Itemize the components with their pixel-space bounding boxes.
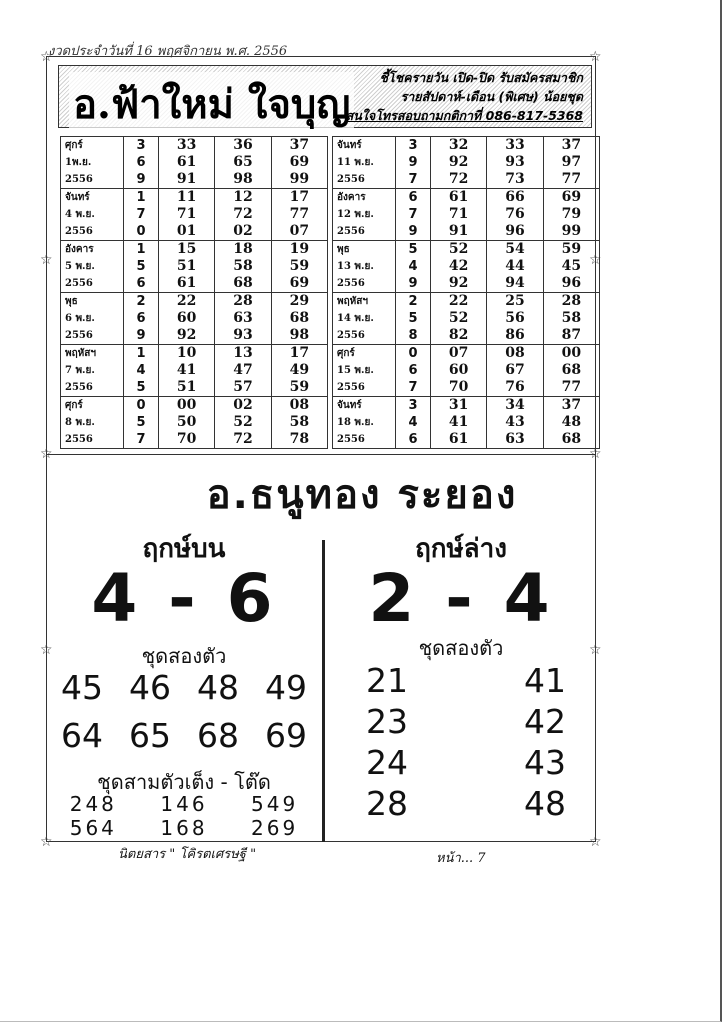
number-cell: 69 — [271, 275, 327, 293]
number-cell: 98 — [271, 327, 327, 345]
banner-line-1: ชี้โชครายวัน เปิด-ปิด รับสมัครสมาชิก — [379, 70, 583, 85]
two-digit-number: 42 — [524, 702, 566, 741]
number-cell: 61 — [159, 154, 215, 171]
corner-star-icon: ☆ — [589, 252, 602, 268]
corner-star-icon: ☆ — [40, 642, 53, 658]
number-cell: 59 — [271, 258, 327, 275]
table-row — [61, 241, 328, 259]
table-row — [333, 258, 600, 275]
table-row — [333, 397, 600, 415]
number-cell: 58 — [271, 414, 327, 431]
table-row — [61, 327, 328, 345]
two-digit-number: 46 — [129, 668, 171, 707]
corner-star-icon: ☆ — [589, 642, 602, 658]
row-label: จันทร์ — [333, 397, 396, 415]
table-row — [61, 362, 328, 379]
digit-cell: 8 — [396, 327, 431, 345]
row-label: พุธ — [333, 241, 396, 259]
number-cell: 72 — [215, 206, 271, 223]
number-cell: 08 — [487, 345, 543, 363]
number-cell: 94 — [487, 275, 543, 293]
two-digit-number: 41 — [524, 661, 566, 700]
digit-cell: 5 — [396, 241, 431, 259]
digit-cell: 2 — [396, 293, 431, 311]
row-label: 15 พ.ย. — [333, 362, 396, 379]
number-cell: 01 — [159, 223, 215, 241]
table-row — [333, 345, 600, 363]
digit-cell: 9 — [396, 275, 431, 293]
digit-cell: 1 — [124, 345, 159, 363]
number-cell: 47 — [215, 362, 271, 379]
number-cell: 61 — [431, 189, 487, 207]
number-cell: 28 — [215, 293, 271, 311]
number-cell: 17 — [271, 345, 327, 363]
number-cell: 86 — [487, 327, 543, 345]
corner-star-icon: ☆ — [40, 252, 53, 268]
row-label: อังคาร — [333, 189, 396, 207]
digit-cell: 3 — [396, 137, 431, 155]
number-cell: 87 — [543, 327, 599, 345]
number-cell: 29 — [271, 293, 327, 311]
number-cell: 37 — [543, 137, 599, 155]
number-cell: 37 — [271, 137, 327, 155]
section-divider — [46, 454, 596, 455]
banner-title: อ.ฟ้าใหม่ ใจบุญ — [69, 72, 354, 136]
row-label: 12 พ.ย. — [333, 206, 396, 223]
number-cell: 19 — [271, 241, 327, 259]
table-row — [61, 258, 328, 275]
number-cell: 92 — [431, 154, 487, 171]
two-digit-number: 24 — [366, 743, 408, 782]
row-label: 2556 — [333, 327, 396, 345]
number-cell: 59 — [271, 379, 327, 397]
digit-cell: 3 — [396, 397, 431, 415]
number-cell: 52 — [431, 310, 487, 327]
results-table-right — [332, 136, 600, 449]
table-row — [333, 310, 600, 327]
table-row — [61, 397, 328, 415]
digit-cell: 6 — [396, 431, 431, 449]
row-label: พฤหัสฯ — [333, 293, 396, 311]
number-cell: 10 — [159, 345, 215, 363]
digit-cell: 3 — [124, 137, 159, 155]
number-cell: 02 — [215, 223, 271, 241]
number-cell: 08 — [271, 397, 327, 415]
row-label: 18 พ.ย. — [333, 414, 396, 431]
table-row — [61, 189, 328, 207]
table-row — [61, 206, 328, 223]
results-table — [60, 136, 328, 449]
number-cell: 00 — [543, 345, 599, 363]
corner-star-icon: ☆ — [589, 49, 602, 65]
digit-cell: 7 — [396, 206, 431, 223]
row-label: 7 พ.ย. — [61, 362, 124, 379]
number-cell: 63 — [215, 310, 271, 327]
number-cell: 49 — [271, 362, 327, 379]
table-row — [61, 379, 328, 397]
number-cell: 58 — [543, 310, 599, 327]
row-label: 1พ.ย. — [61, 154, 124, 171]
two-digit-number: 65 — [129, 716, 171, 755]
number-cell: 51 — [159, 379, 215, 397]
advert-banner — [58, 65, 592, 128]
digit-cell: 7 — [124, 431, 159, 449]
row-label: พฤหัสฯ — [61, 345, 124, 363]
row-label: 2556 — [333, 171, 396, 189]
digit-cell: 4 — [396, 258, 431, 275]
three-digit-heading: ชุดสามตัวเต็ง - โต๊ด — [97, 770, 271, 794]
number-cell: 58 — [215, 258, 271, 275]
number-cell: 99 — [271, 171, 327, 189]
row-label: 13 พ.ย. — [333, 258, 396, 275]
two-digit-number: 69 — [265, 716, 307, 755]
number-cell: 72 — [215, 431, 271, 449]
upper-set-heading: ชุดสองตัว — [141, 644, 227, 668]
number-cell: 96 — [543, 275, 599, 293]
number-cell: 57 — [215, 379, 271, 397]
row-label: 8 พ.ย. — [61, 414, 124, 431]
table-row — [61, 171, 328, 189]
corner-star-icon: ☆ — [589, 834, 602, 850]
three-digit-number: 549 — [251, 792, 299, 816]
number-cell: 02 — [215, 397, 271, 415]
number-cell: 41 — [159, 362, 215, 379]
number-cell: 73 — [487, 171, 543, 189]
lower-set-grid — [330, 660, 592, 824]
digit-cell: 9 — [396, 223, 431, 241]
lower-pair: 2 - 4 — [368, 560, 554, 637]
table-row — [61, 293, 328, 311]
number-cell: 70 — [431, 379, 487, 397]
table-row — [333, 241, 600, 259]
number-cell: 65 — [215, 154, 271, 171]
table-row — [333, 189, 600, 207]
number-cell: 51 — [159, 258, 215, 275]
digit-cell: 5 — [124, 379, 159, 397]
lower-set-row — [330, 783, 592, 824]
digit-cell: 5 — [124, 258, 159, 275]
two-digit-number: 48 — [197, 668, 239, 707]
number-cell: 56 — [487, 310, 543, 327]
number-cell: 91 — [159, 171, 215, 189]
number-cell: 68 — [215, 275, 271, 293]
digit-cell: 9 — [396, 154, 431, 171]
number-cell: 66 — [487, 189, 543, 207]
digit-cell: 1 — [124, 241, 159, 259]
digit-cell: 9 — [124, 327, 159, 345]
table-row — [333, 275, 600, 293]
row-label: พุธ — [61, 293, 124, 311]
number-cell: 99 — [543, 223, 599, 241]
table-row — [333, 171, 600, 189]
number-cell: 93 — [215, 327, 271, 345]
number-cell: 61 — [431, 431, 487, 449]
table-row — [333, 154, 600, 171]
two-digit-number: 48 — [524, 784, 566, 823]
table-row — [333, 223, 600, 241]
number-cell: 68 — [543, 362, 599, 379]
row-label: 6 พ.ย. — [61, 310, 124, 327]
number-cell: 37 — [543, 397, 599, 415]
number-cell: 77 — [543, 379, 599, 397]
row-label: ศุกร์ — [61, 137, 124, 155]
number-cell: 52 — [215, 414, 271, 431]
row-label: 2556 — [333, 379, 396, 397]
row-label: 2556 — [333, 275, 396, 293]
number-cell: 42 — [431, 258, 487, 275]
number-cell: 82 — [431, 327, 487, 345]
row-label: 2556 — [61, 171, 124, 189]
table-row — [333, 362, 600, 379]
two-digit-number: 64 — [61, 716, 103, 755]
lower-set-row — [330, 742, 592, 783]
number-cell: 41 — [431, 414, 487, 431]
row-label: 2556 — [61, 327, 124, 345]
number-cell: 28 — [543, 293, 599, 311]
row-label: อังคาร — [61, 241, 124, 259]
results-table-left — [60, 136, 328, 449]
table-row — [61, 154, 328, 171]
table-row — [333, 379, 600, 397]
upper-set-row — [48, 716, 320, 755]
number-cell: 68 — [271, 310, 327, 327]
digit-cell: 7 — [124, 206, 159, 223]
banner-line-2: รายสัปดาห์-เดือน (พิเศษ) น้อยชุด — [400, 89, 583, 104]
table-row — [61, 414, 328, 431]
three-digit-row — [48, 792, 320, 816]
row-label: จันทร์ — [61, 189, 124, 207]
row-label: จันทร์ — [333, 137, 396, 155]
results-table — [332, 136, 600, 449]
number-cell: 22 — [431, 293, 487, 311]
number-cell: 25 — [487, 293, 543, 311]
digit-cell: 4 — [124, 362, 159, 379]
table-row — [61, 345, 328, 363]
digit-cell: 0 — [396, 345, 431, 363]
row-label: 2556 — [333, 223, 396, 241]
digit-cell: 7 — [396, 379, 431, 397]
number-cell: 31 — [431, 397, 487, 415]
banner-text — [313, 68, 583, 125]
digit-cell: 5 — [396, 310, 431, 327]
number-cell: 63 — [487, 431, 543, 449]
row-label: 14 พ.ย. — [333, 310, 396, 327]
table-row — [333, 206, 600, 223]
table-row — [333, 137, 600, 155]
two-digit-number: 23 — [366, 702, 408, 741]
number-cell: 32 — [431, 137, 487, 155]
digit-cell: 9 — [124, 171, 159, 189]
number-cell: 48 — [543, 414, 599, 431]
three-digit-number: 146 — [160, 792, 208, 816]
table-row — [333, 414, 600, 431]
corner-star-icon: ☆ — [589, 446, 602, 462]
digit-cell: 6 — [396, 189, 431, 207]
number-cell: 79 — [543, 206, 599, 223]
magazine-name: นิตยสาร " โคิรตเศรษฐี " — [118, 847, 257, 862]
number-cell: 77 — [271, 206, 327, 223]
two-digit-number: 49 — [265, 668, 307, 707]
row-label: 4 พ.ย. — [61, 206, 124, 223]
banner-line-3: สนใจโทรสอบถามกติกาที่ 086-817-5368 — [345, 108, 583, 123]
forecaster-name: อ.ธนูทอง ระยอง — [206, 472, 518, 518]
three-digit-number: 248 — [69, 792, 117, 816]
digit-cell: 1 — [124, 189, 159, 207]
number-cell: 34 — [487, 397, 543, 415]
number-cell: 36 — [215, 137, 271, 155]
number-cell: 97 — [543, 154, 599, 171]
table-row — [61, 275, 328, 293]
table-row — [333, 431, 600, 449]
number-cell: 72 — [431, 171, 487, 189]
row-label: ศุกร์ — [333, 345, 396, 363]
number-cell: 61 — [159, 275, 215, 293]
number-cell: 93 — [487, 154, 543, 171]
lower-prediction — [330, 528, 592, 840]
corner-star-icon: ☆ — [40, 834, 53, 850]
row-label: 2556 — [61, 379, 124, 397]
two-digit-number: 43 — [524, 743, 566, 782]
number-cell: 92 — [431, 275, 487, 293]
table-row — [333, 327, 600, 345]
number-cell: 96 — [487, 223, 543, 241]
number-cell: 33 — [159, 137, 215, 155]
number-cell: 70 — [159, 431, 215, 449]
digit-cell: 6 — [124, 310, 159, 327]
digit-cell: 0 — [124, 223, 159, 241]
number-cell: 69 — [543, 189, 599, 207]
upper-heading: ฤกษ์บน — [142, 534, 226, 564]
upper-set-row — [48, 668, 320, 707]
number-cell: 76 — [487, 206, 543, 223]
three-digit-row — [48, 816, 320, 840]
digit-cell: 0 — [124, 397, 159, 415]
two-digit-number: 68 — [197, 716, 239, 755]
number-cell: 71 — [159, 206, 215, 223]
digit-cell: 6 — [124, 275, 159, 293]
lower-set-heading: ชุดสองตัว — [418, 636, 504, 660]
number-cell: 68 — [543, 431, 599, 449]
row-label: 2556 — [61, 431, 124, 449]
row-label: 2556 — [333, 431, 396, 449]
number-cell: 07 — [271, 223, 327, 241]
two-digit-number: 45 — [61, 668, 103, 707]
three-digit-number: 564 — [69, 816, 117, 840]
digit-cell: 6 — [124, 154, 159, 171]
number-cell: 92 — [159, 327, 215, 345]
three-digit-number: 269 — [251, 816, 299, 840]
row-label: 11 พ.ย. — [333, 154, 396, 171]
lower-set-row — [330, 701, 592, 742]
number-cell: 15 — [159, 241, 215, 259]
number-cell: 17 — [271, 189, 327, 207]
row-label: ศุกร์ — [61, 397, 124, 415]
row-label: 2556 — [61, 223, 124, 241]
upper-pair: 4 - 6 — [91, 560, 277, 637]
table-row — [61, 431, 328, 449]
column-divider — [322, 540, 325, 842]
number-cell: 91 — [431, 223, 487, 241]
number-cell: 07 — [431, 345, 487, 363]
number-cell: 52 — [431, 241, 487, 259]
row-label: 2556 — [61, 275, 124, 293]
number-cell: 54 — [487, 241, 543, 259]
number-cell: 45 — [543, 258, 599, 275]
number-cell: 71 — [431, 206, 487, 223]
two-digit-number: 21 — [366, 661, 408, 700]
number-cell: 76 — [487, 379, 543, 397]
digit-cell: 7 — [396, 171, 431, 189]
number-cell: 13 — [215, 345, 271, 363]
number-cell: 67 — [487, 362, 543, 379]
three-digit-number: 168 — [160, 816, 208, 840]
number-cell: 11 — [159, 189, 215, 207]
upper-prediction — [48, 528, 320, 840]
number-cell: 00 — [159, 397, 215, 415]
number-cell: 60 — [159, 310, 215, 327]
number-cell: 69 — [271, 154, 327, 171]
digit-cell: 2 — [124, 293, 159, 311]
table-row — [61, 310, 328, 327]
number-cell: 50 — [159, 414, 215, 431]
number-cell: 78 — [271, 431, 327, 449]
digit-cell: 4 — [396, 414, 431, 431]
lower-set-row — [330, 660, 592, 701]
corner-star-icon: ☆ — [40, 49, 53, 65]
number-cell: 43 — [487, 414, 543, 431]
row-label: 5 พ.ย. — [61, 258, 124, 275]
number-cell: 77 — [543, 171, 599, 189]
issue-date-line: งวดประจำวันที่ 16 พฤศจิกายน พ.ศ. 2556 — [48, 44, 288, 59]
table-row — [61, 223, 328, 241]
digit-cell: 5 — [124, 414, 159, 431]
number-cell: 98 — [215, 171, 271, 189]
number-cell: 22 — [159, 293, 215, 311]
number-cell: 33 — [487, 137, 543, 155]
digit-cell: 6 — [396, 362, 431, 379]
page-number: หน้า... 7 — [436, 851, 486, 866]
lower-heading: ฤกษ์ล่าง — [415, 534, 507, 564]
number-cell: 59 — [543, 241, 599, 259]
table-row — [61, 137, 328, 155]
corner-star-icon: ☆ — [40, 446, 53, 462]
number-cell: 60 — [431, 362, 487, 379]
table-row — [333, 293, 600, 311]
two-digit-number: 28 — [366, 784, 408, 823]
number-cell: 18 — [215, 241, 271, 259]
number-cell: 44 — [487, 258, 543, 275]
number-cell: 12 — [215, 189, 271, 207]
